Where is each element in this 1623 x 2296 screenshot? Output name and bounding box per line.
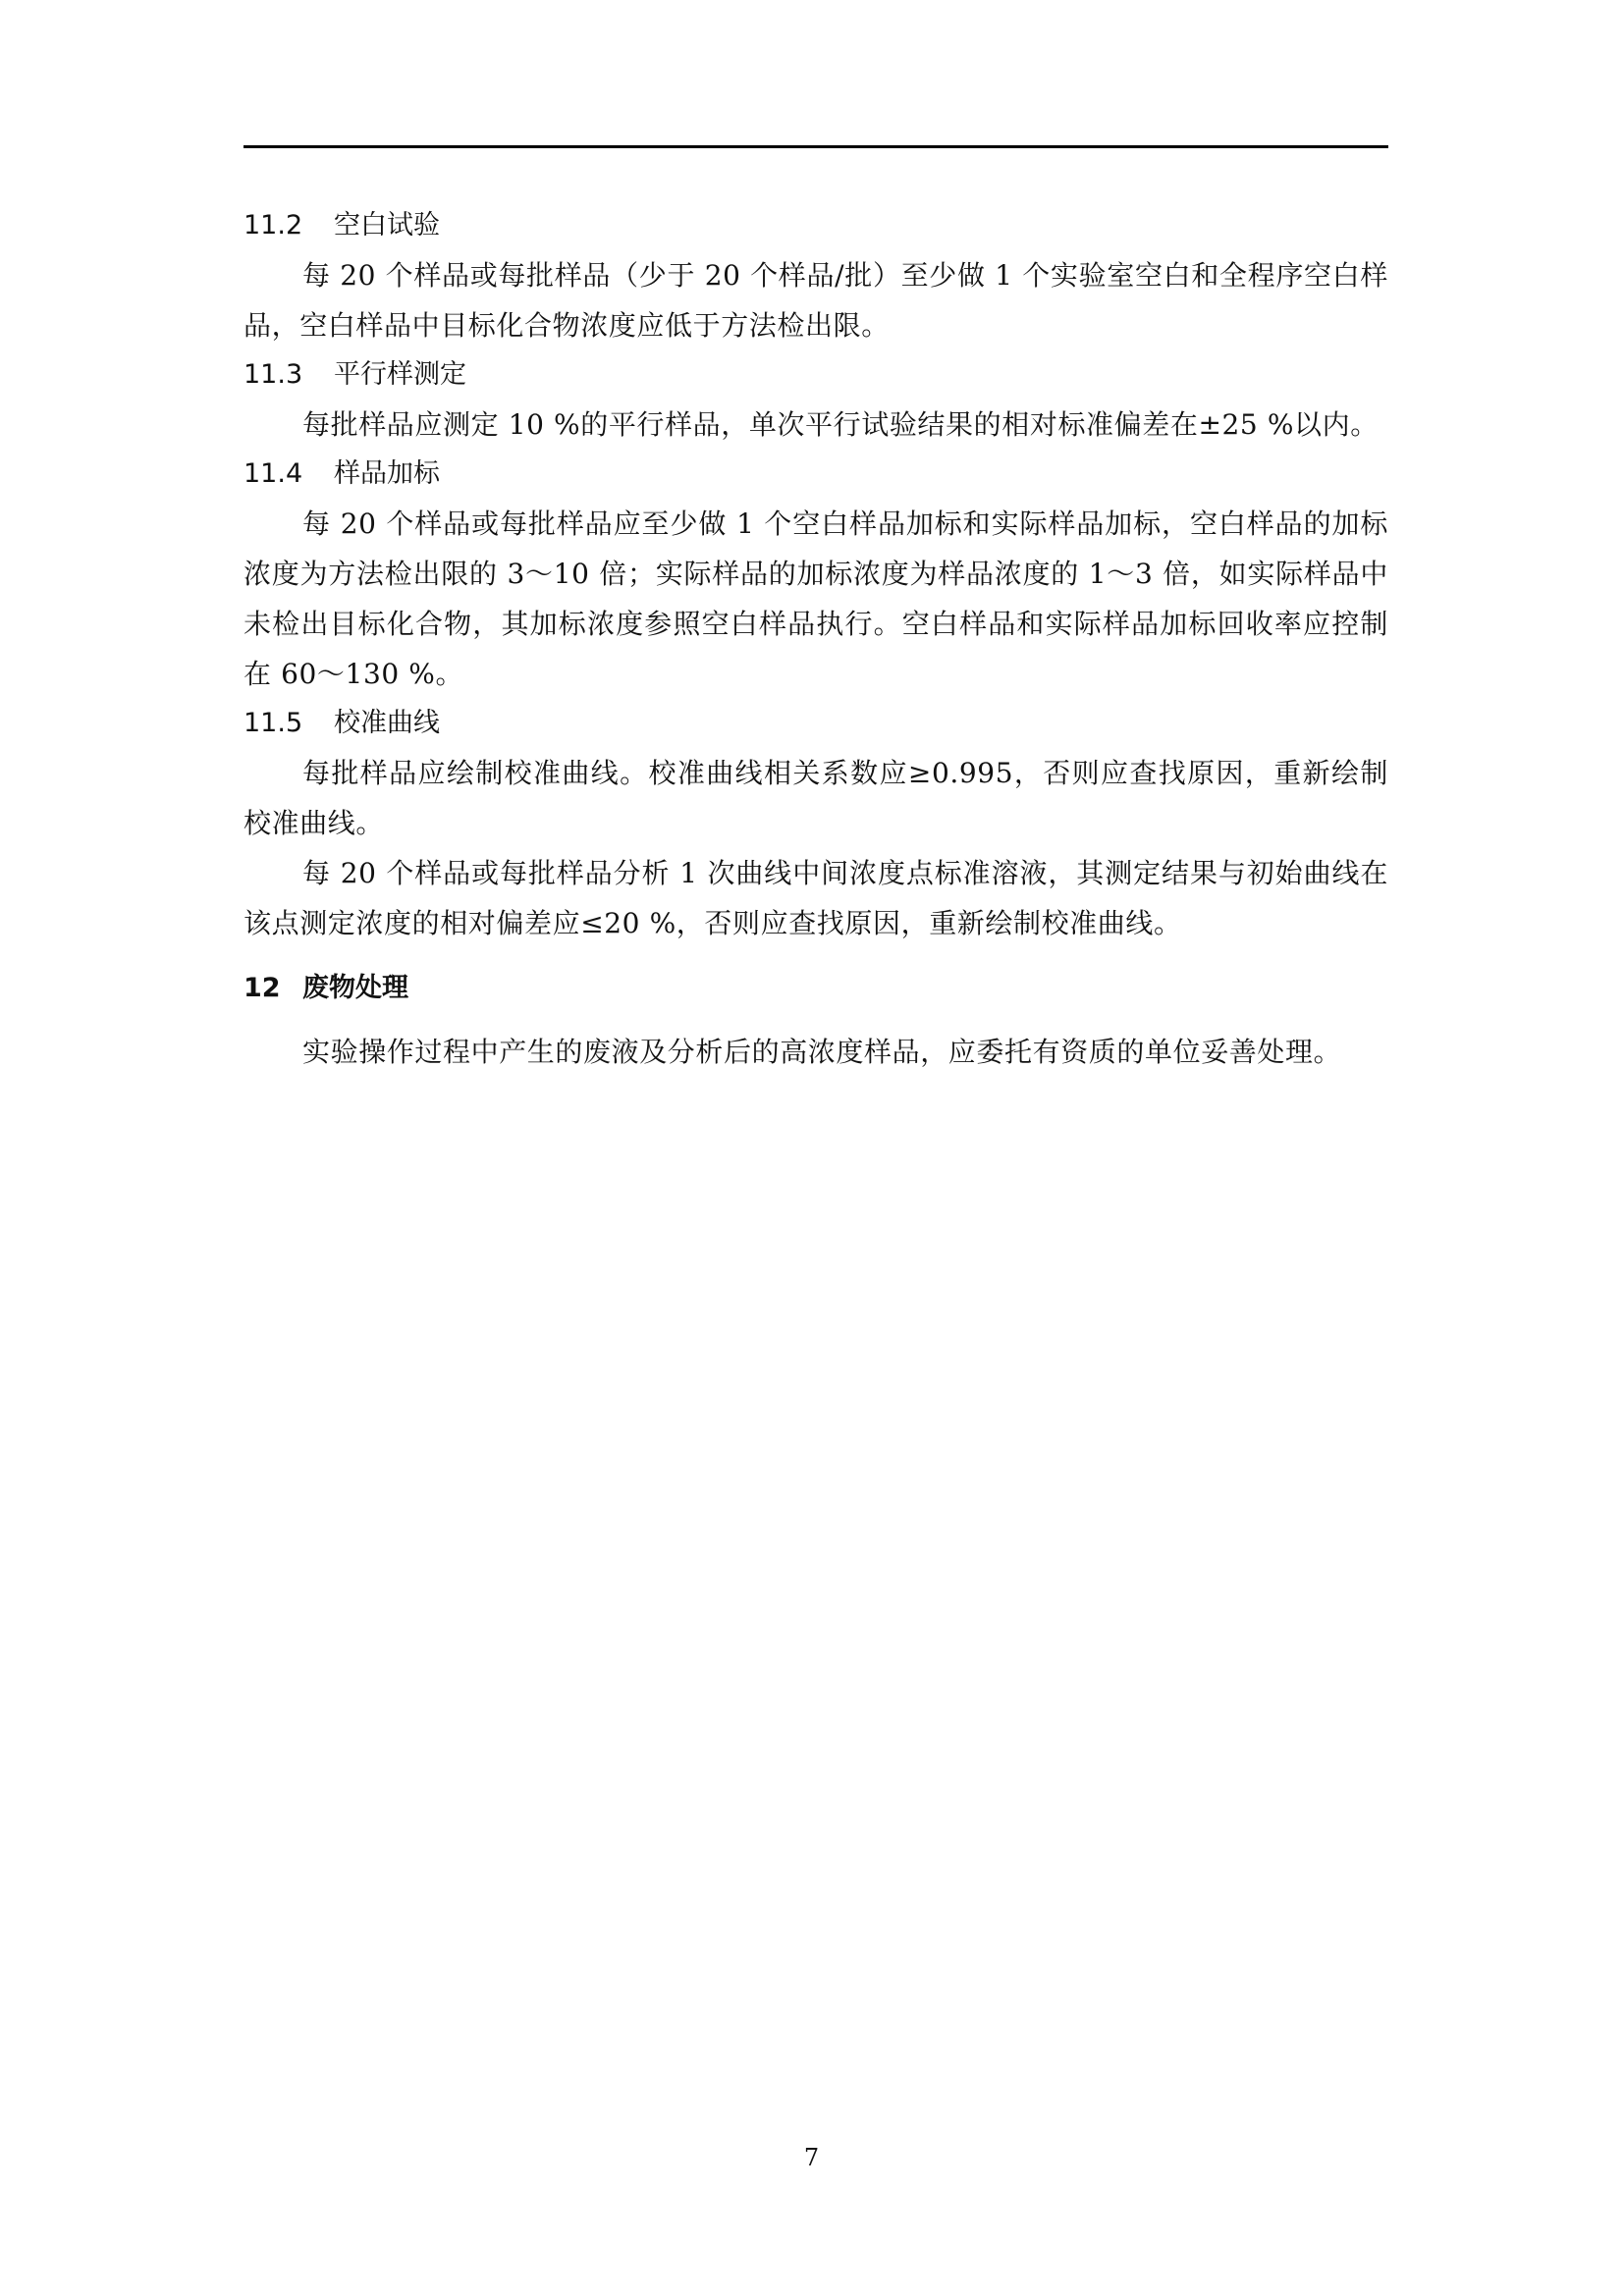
section-number: 11.3: [243, 359, 303, 390]
section-number: 11.2: [243, 210, 303, 240]
section-number: 11.4: [243, 458, 303, 489]
paragraph: 每 20 个样品或每批样品（少于 20 个样品/批）至少做 1 个实验室空白和全程序空白样品，空白样品中目标化合物浓度应低于方法检出限。: [243, 259, 1388, 342]
section-heading-11-4: [243, 450, 1388, 499]
paragraph: 每 20 个样品或每批样品分析 1 次曲线中间浓度点标准溶液，其测定结果与初始曲线在该点测定浓度的相对偏差应≤20 %，否则应查找原因，重新绘制校准曲线。: [243, 857, 1388, 939]
chapter-heading-12: [243, 964, 1388, 1013]
header-rule: [243, 145, 1388, 148]
paragraph: 每批样品应测定 10 %的平行样品，单次平行试验结果的相对标准偏差在±25 %以内。: [302, 408, 1379, 441]
section-heading-11-5: [243, 699, 1388, 748]
section-number: 11.5: [243, 708, 303, 738]
section-title: 样品加标: [334, 458, 440, 489]
paragraph: 每 20 个样品或每批样品应至少做 1 个空白样品加标和实际样品加标，空白样品的加标浓度为方法检出限的 3～10 倍；实际样品的加标浓度为样品浓度的 1～3 倍，如实际样品中未检出目标化合物，其加标浓度参照空白样品执行。空白样品和实际样品加标回收率应控制在 60～130 %。: [243, 507, 1388, 690]
section-heading-11-2: [243, 201, 1388, 250]
chapter-number: 12: [243, 973, 281, 1003]
paragraph: 实验操作过程中产生的废液及分析后的高浓度样品，应委托有资质的单位妥善处理。: [302, 1036, 1342, 1068]
chapter-title: 废物处理: [302, 973, 408, 1003]
page-number: 7: [803, 2144, 820, 2171]
section-title: 空白试验: [334, 210, 440, 240]
section-title: 校准曲线: [334, 708, 440, 738]
page-content: [243, 201, 1388, 1077]
paragraph: 每批样品应绘制校准曲线。校准曲线相关系数应≥0.995，否则应查找原因，重新绘制校准曲线。: [243, 757, 1388, 839]
section-title: 平行样测定: [334, 359, 466, 390]
section-heading-11-3: [243, 350, 1388, 400]
